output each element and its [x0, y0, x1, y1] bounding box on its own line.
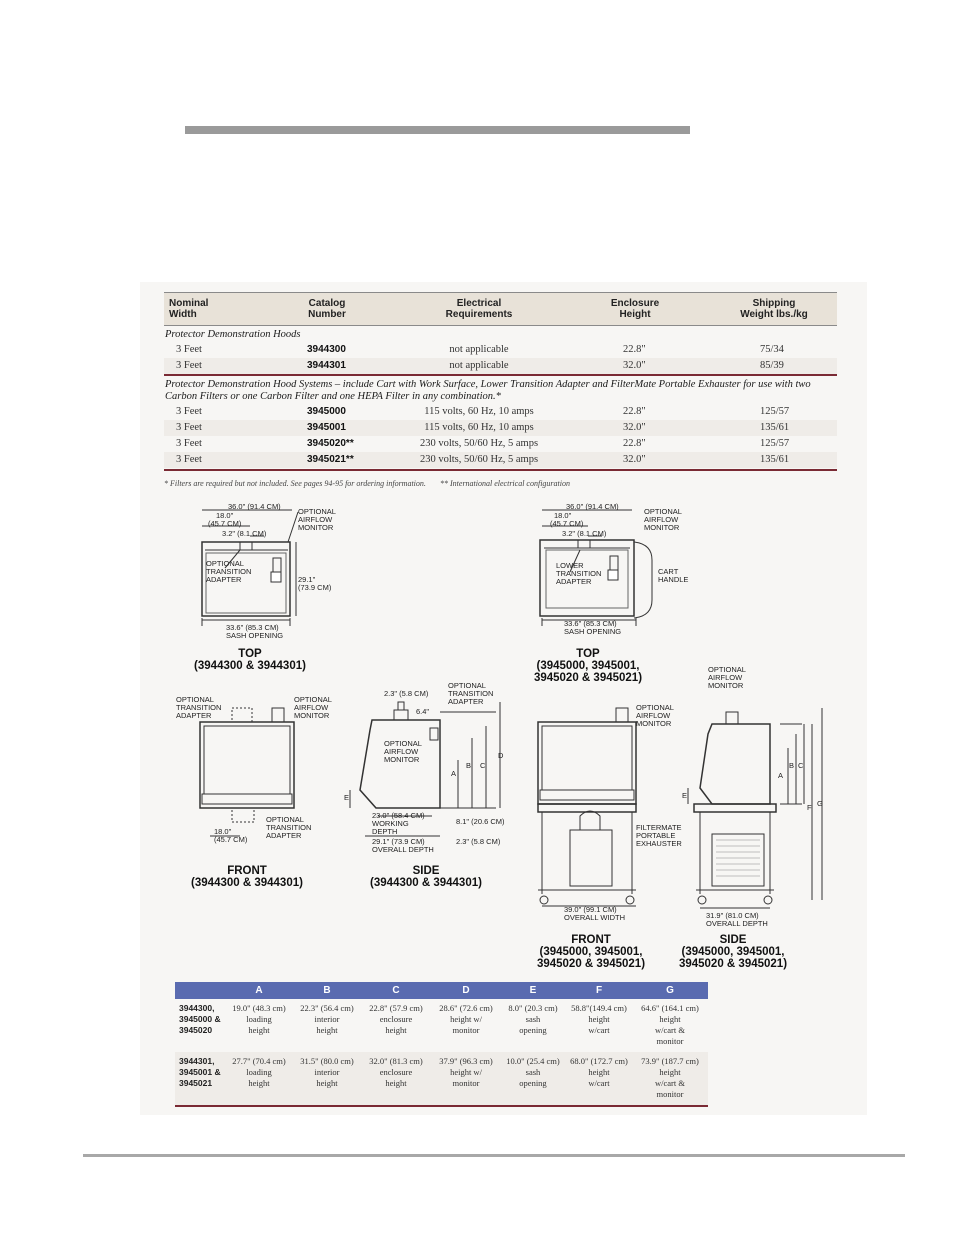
dim-label: 8.1" (20.6 CM) [456, 817, 505, 826]
callout-label: OPTIONAL AIRFLOW MONITOR [384, 739, 422, 764]
callout-label: OPTIONAL TRANSITION ADAPTER [206, 559, 252, 584]
dim-label: 36.0" (91.4 CM) [228, 502, 281, 511]
dim-col-header: F [595, 985, 603, 996]
cell-electrical: 115 volts, 60 Hz, 10 amps [424, 406, 534, 417]
dim-letter: F [807, 803, 812, 812]
section-title: Protector Demonstration Hoods [165, 329, 301, 340]
col-electrical: Electrical Requirements [445, 298, 513, 320]
table-row [164, 404, 837, 420]
callout-label: OPTIONAL AIRFLOW MONITOR [708, 665, 746, 690]
dim-label: 18.0" [216, 511, 234, 520]
dim-label: 33.6" (85.3 CM) SASH OPENING [564, 619, 622, 636]
cell-height: 22.8" [623, 344, 646, 355]
table-row [164, 342, 837, 358]
dim-letter: D [498, 751, 504, 760]
dim-letter: B [789, 761, 795, 770]
dim-label: 31.9" (81.0 CM) OVERALL DEPTH [706, 911, 768, 928]
dim-col-header: G [666, 985, 674, 996]
col-catalog-number: Catalog Number [308, 298, 346, 320]
table-row [164, 358, 837, 374]
table-row [175, 999, 708, 1052]
dim-label: 39.0" (99.1 CM) OVERALL WIDTH [564, 905, 625, 922]
caption-front-2: FRONT (3945000, 3945001, 3945020 & 3945021) [536, 934, 646, 970]
cell-catalog: 3944301 [307, 360, 346, 371]
dim-cell: 22.8" (57.9 cm) enclosure height [369, 1003, 423, 1035]
dimension-table [175, 982, 708, 1107]
dim-cell: 8.0" (20.3 cm) sash opening [508, 1003, 558, 1035]
cell-width: 3 Feet [176, 360, 202, 371]
dim-label: 2.3" (5.8 CM) [384, 689, 429, 698]
cell-weight: 135/61 [760, 454, 790, 465]
dim-letter: C [798, 761, 804, 770]
col-nominal-width: Nominal Width [169, 298, 209, 320]
dim-letter: E [344, 793, 350, 802]
cell-width: 3 Feet [176, 438, 202, 449]
table-row [164, 452, 837, 468]
callout-label: LOWER TRANSITION ADAPTER [556, 561, 602, 586]
col-enclosure-height: Enclosure Height [610, 298, 660, 320]
dim-col-header: E [529, 985, 537, 996]
cell-height: 32.0" [623, 454, 646, 465]
dim-cell: 32.0" (81.3 cm) enclosure height [369, 1056, 423, 1088]
dim-label: 23.0" (58.4 CM) WORKING DEPTH [372, 811, 425, 836]
cell-catalog: 3945001 [307, 422, 346, 433]
dim-cell: 73.9" (187.7 cm) height w/cart & monitor [641, 1056, 699, 1099]
divider [175, 1105, 708, 1107]
callout-label: FILTERMATE PORTABLE EXHAUSTER [636, 823, 682, 848]
dim-letter: G [817, 799, 823, 808]
caption-front-1: FRONT (3944300 & 3944301) [191, 865, 303, 889]
cell-catalog: 3944300 [307, 344, 346, 355]
dim-label: 2.3" (5.8 CM) [456, 837, 501, 846]
dim-label: 18.0" (45.7 CM) [214, 827, 248, 844]
cell-electrical: 230 volts, 50/60 Hz, 5 amps [419, 438, 539, 449]
table-row [175, 1052, 708, 1105]
dim-col-header: D [462, 985, 470, 996]
dim-letter: C [480, 761, 486, 770]
dim-label: 6.4" [416, 707, 430, 716]
header-bar [185, 126, 690, 134]
row-label: 3944300, 3945000 & 3945020 [179, 1003, 221, 1035]
caption-side-1: SIDE (3944300 & 3944301) [370, 865, 482, 889]
dim-label: (45.7 CM) [550, 519, 584, 528]
callout-label: OPTIONAL AIRFLOW MONITOR [636, 703, 674, 728]
callout-label: OPTIONAL TRANSITION ADAPTER [266, 815, 312, 840]
dim-cell: 64.6" (164.1 cm) height w/cart & monitor [641, 1003, 699, 1046]
dim-cell: 28.6" (72.6 cm) height w/ monitor [439, 1003, 493, 1035]
cell-width: 3 Feet [176, 454, 202, 465]
callout-label: OPTIONAL TRANSITION ADAPTER [176, 695, 222, 720]
cell-catalog: 3945021** [307, 454, 354, 465]
cell-electrical: not applicable [449, 360, 509, 371]
cell-weight: 75/34 [760, 344, 784, 355]
cell-width: 3 Feet [176, 344, 202, 355]
cell-weight: 85/39 [760, 360, 784, 371]
caption-top-1: TOP (3944300 & 3944301) [194, 648, 306, 672]
cell-weight: 125/57 [760, 406, 790, 417]
dim-label: 29.1" (73.9 CM) OVERALL DEPTH [372, 837, 434, 854]
dim-cell: 19.0" (48.3 cm) loading height [232, 1003, 286, 1035]
dim-cell: 37.9" (96.3 cm) height w/ monitor [439, 1056, 493, 1088]
dim-label: 33.6" (85.3 CM) SASH OPENING [226, 623, 284, 640]
callout-label: OPTIONAL TRANSITION ADAPTER [448, 681, 494, 706]
callout-label: OPTIONAL AIRFLOW MONITOR [294, 695, 332, 720]
divider [164, 469, 837, 471]
dim-letter: E [682, 791, 688, 800]
cell-width: 3 Feet [176, 406, 202, 417]
dim-cell: 68.0" (172.7 cm) height w/cart [570, 1056, 628, 1088]
dim-cell: 58.8"(149.4 cm) height w/cart [571, 1003, 627, 1035]
table-row [164, 436, 837, 452]
dim-cell: 27.7" (70.4 cm) loading height [232, 1056, 286, 1088]
dim-label: 3.2" (8.1 CM) [562, 529, 607, 538]
cell-electrical: not applicable [449, 344, 509, 355]
dim-cell: 22.3" (56.4 cm) interior height [300, 1003, 354, 1035]
dim-label: 18.0" [554, 511, 572, 520]
spec-table [164, 292, 837, 471]
cell-height: 22.8" [623, 406, 646, 417]
cell-height: 32.0" [623, 360, 646, 371]
footnote: * Filters are required but not included. See pages 94-95 for ordering information. [164, 479, 426, 488]
callout-label: OPTIONAL AIRFLOW MONITOR [644, 507, 682, 532]
dim-label: 3.2" (8.1 CM) [222, 529, 267, 538]
cell-catalog: 3945000 [307, 406, 346, 417]
callout-label: CART HANDLE [658, 567, 689, 584]
row-label: 3944301, 3945001 & 3945021 [179, 1056, 221, 1088]
section-title: Protector Demonstration Hood Systems – include Cart with Work Surface, Lower Transition Adapter and FilterMate Portable Exhauster for use with two Carbon Filters or one Carbon Filter and one HEPA Filter in any combination.* [165, 379, 811, 402]
dimension-drawings [140, 490, 867, 980]
spec-table-header [164, 292, 837, 326]
front-view-2 [538, 708, 636, 906]
table-row [164, 420, 837, 436]
dim-cell: 31.5" (80.0 cm) interior height [300, 1056, 354, 1088]
side-view-2 [688, 708, 822, 908]
callout-label: OPTIONAL AIRFLOW MONITOR [298, 507, 336, 532]
dim-label: 29.1" (73.9 CM) [298, 575, 332, 592]
cell-height: 22.8" [623, 438, 646, 449]
dim-cell: 10.0" (25.4 cm) sash opening [506, 1056, 560, 1088]
dim-letter: A [778, 771, 784, 780]
cell-width: 3 Feet [176, 422, 202, 433]
cell-catalog: 3945020** [307, 438, 354, 449]
footer-rule [83, 1154, 905, 1157]
footnote: ** International electrical configuration [440, 479, 570, 488]
cell-electrical: 230 volts, 50/60 Hz, 5 amps [419, 454, 539, 465]
dim-col-header: A [255, 985, 263, 996]
cell-weight: 125/57 [760, 438, 790, 449]
col-shipping-weight: Shipping Weight lbs./kg [740, 298, 808, 320]
dim-label: (45.7 CM) [208, 519, 242, 528]
caption-top-2: TOP (3945000, 3945001, 3945020 & 3945021) [533, 648, 643, 684]
cell-weight: 135/61 [760, 422, 790, 433]
dim-col-header: B [323, 985, 331, 996]
dim-label: 36.0" (91.4 CM) [566, 502, 619, 511]
caption-side-2: SIDE (3945000, 3945001, 3945020 & 3945021) [678, 934, 788, 970]
dim-letter: A [451, 769, 457, 778]
dimension-table-header [175, 982, 708, 999]
cell-height: 32.0" [623, 422, 646, 433]
dim-letter: B [466, 761, 472, 770]
cell-electrical: 115 volts, 60 Hz, 10 amps [424, 422, 534, 433]
dim-col-header: C [392, 985, 400, 996]
